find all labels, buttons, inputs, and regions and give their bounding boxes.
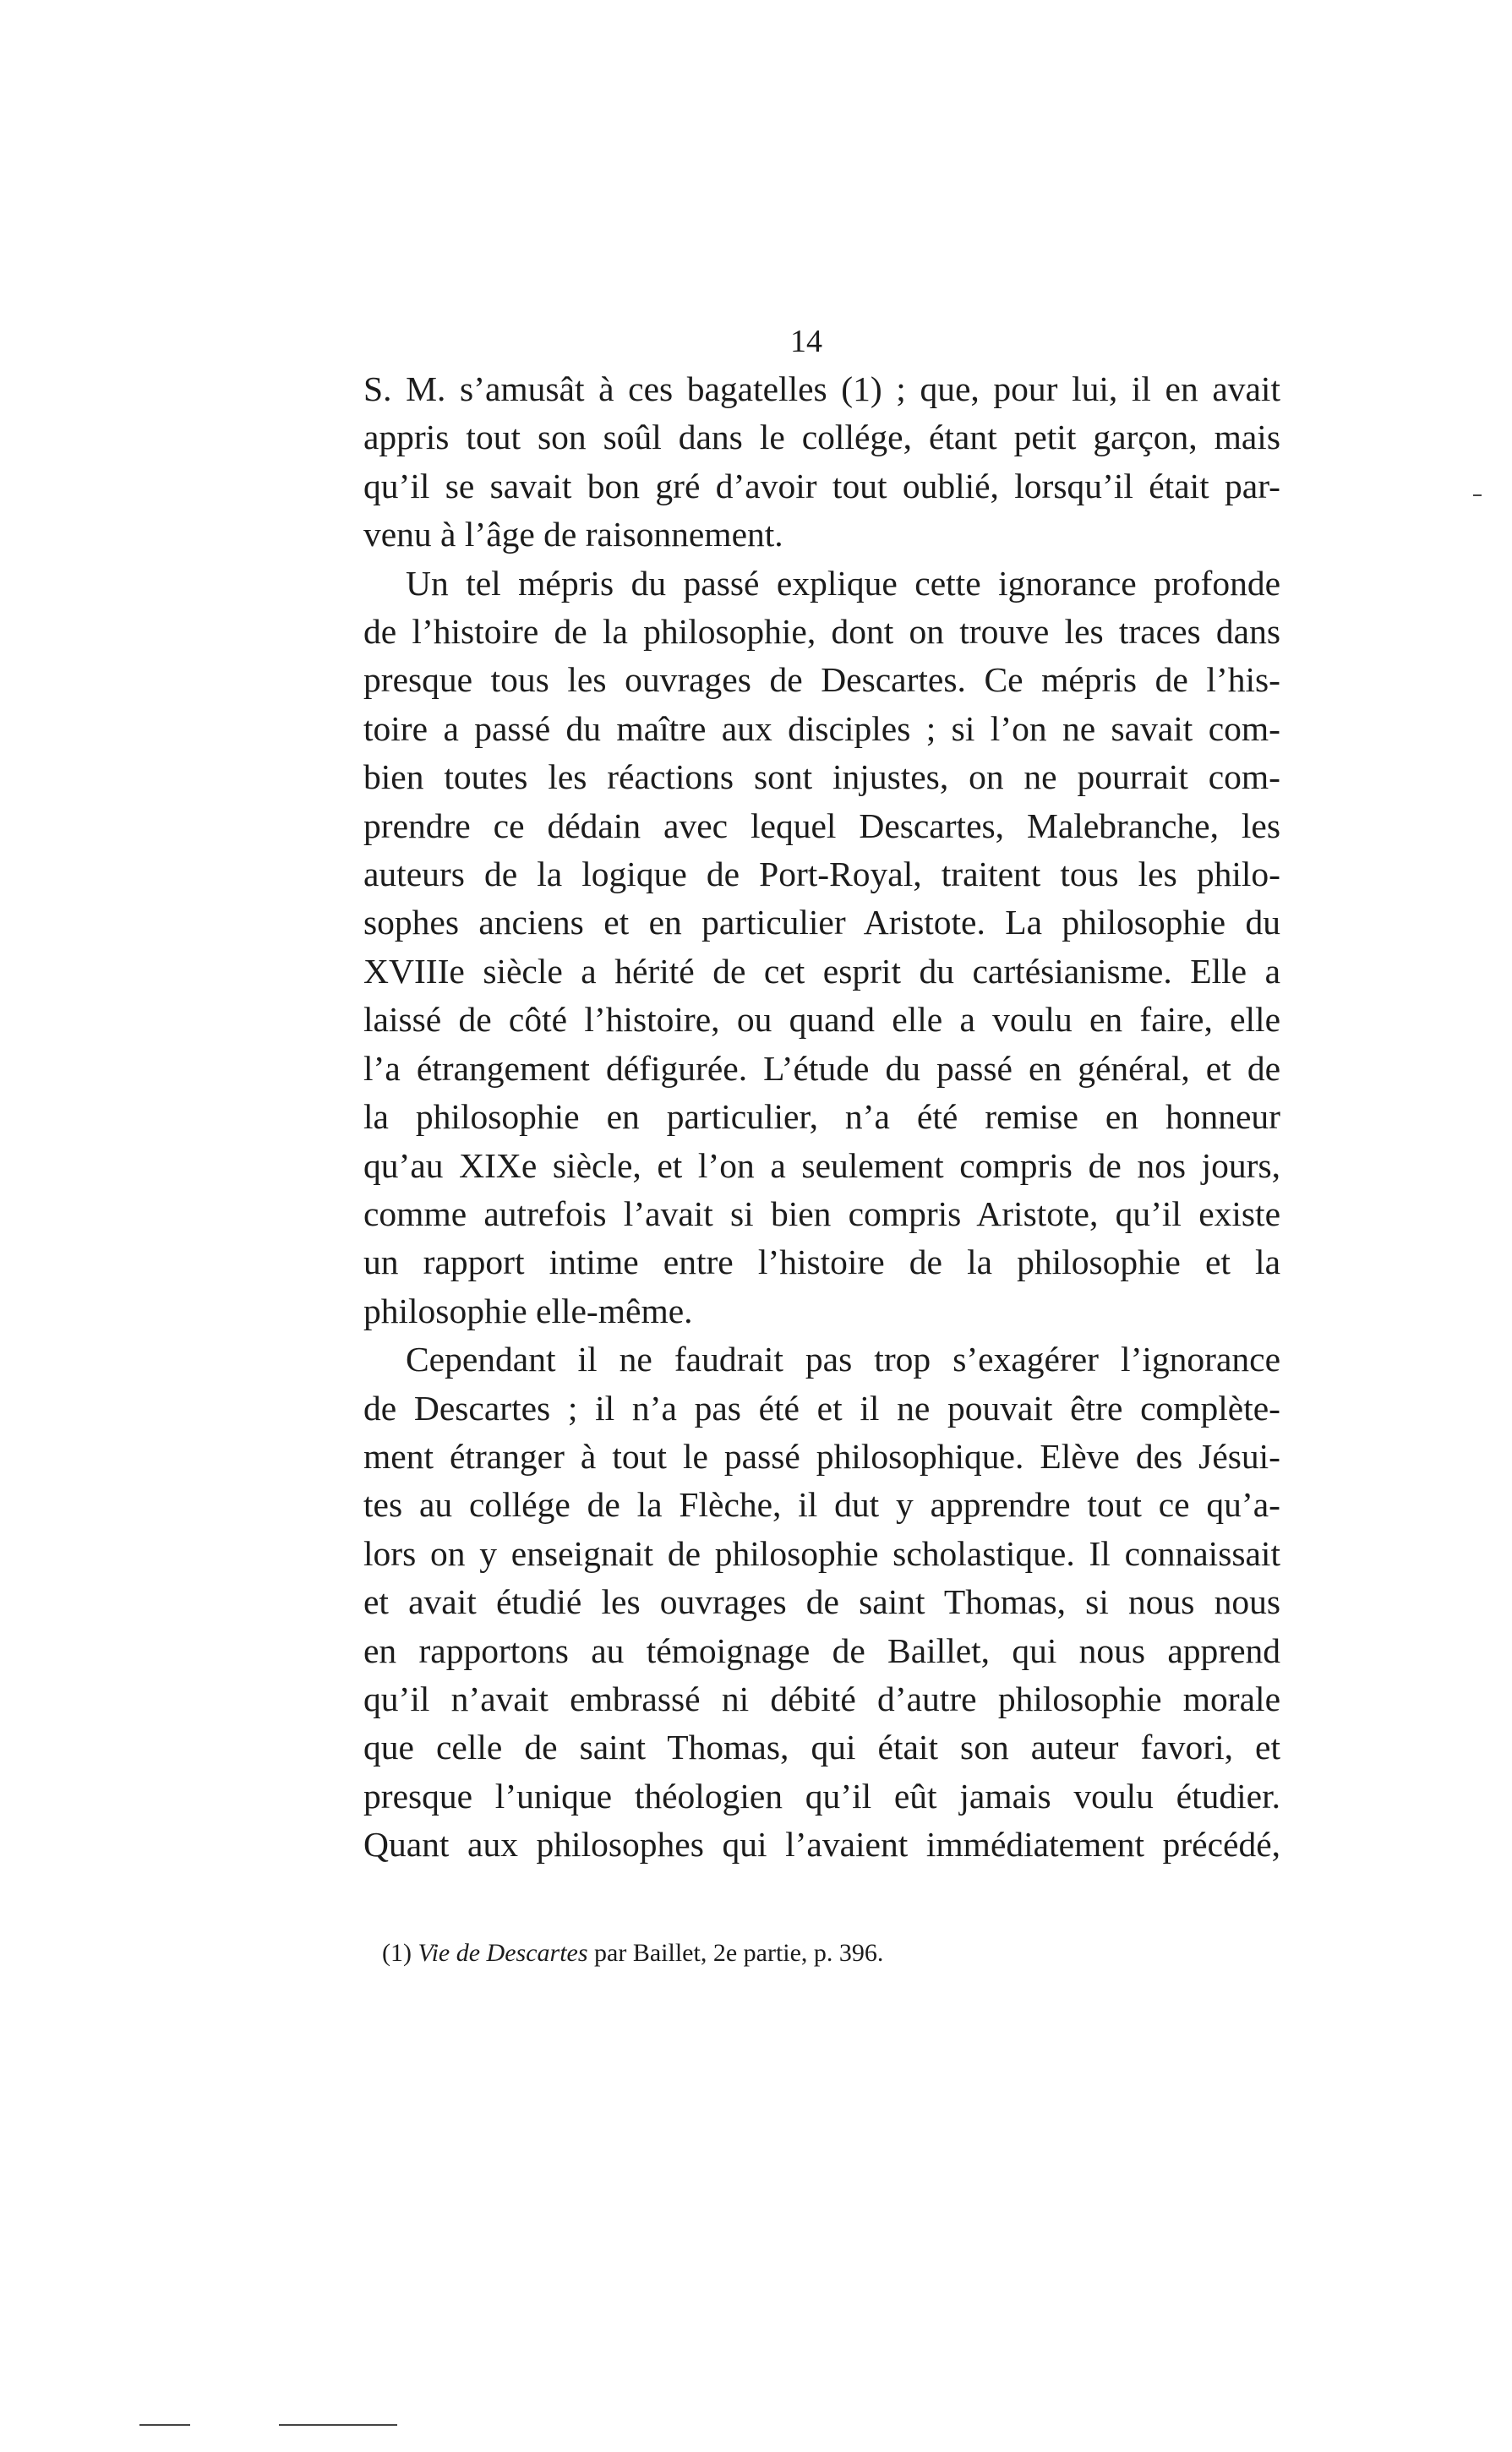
- text-line: qu’il n’avait embrassé ni débité d’autre philosophie morale: [363, 1679, 1280, 1718]
- text-line: lors on y enseignait de philosophie scholastique. Il connaissait: [363, 1533, 1280, 1573]
- page-number: 14: [790, 324, 822, 359]
- footnote: [382, 1941, 883, 1966]
- text-line: l’a étrangement défigurée. L’étude du passé en général, et de: [363, 1048, 1280, 1088]
- text-line: que celle de saint Thomas, qui était son auteur favori, et: [363, 1728, 1280, 1767]
- scan-artifact: [1473, 494, 1482, 496]
- text-line: philosophie elle-même.: [363, 1291, 693, 1330]
- text-line: tes au collége de la Flèche, il dut y apprendre tout ce qu’a-: [363, 1485, 1280, 1525]
- text-line: et avait étudié les ouvrages de saint Thomas, si nous nous: [363, 1582, 1280, 1622]
- text-line: presque tous les ouvrages de Descartes. Ce mépris de l’his-: [363, 660, 1280, 700]
- body-text: [363, 365, 1280, 1870]
- text-line: appris tout son soûl dans le collége, étant petit garçon, mais: [363, 418, 1280, 457]
- text-line: bien toutes les réactions sont injustes, on ne pourrait com-: [363, 757, 1280, 797]
- text-line: un rapport intime entre l’histoire de la philosophie et la: [363, 1242, 1280, 1282]
- text-line: laissé de côté l’histoire, ou quand elle a voulu en faire, elle: [363, 1000, 1280, 1040]
- text-line: la philosophie en particulier, n’a été remise en honneur: [363, 1097, 1280, 1137]
- footnote-reference: par Baillet, 2e partie, p. 396.: [594, 1939, 884, 1967]
- footnote-marker: (1): [382, 1939, 412, 1967]
- text-line: S. M. s’amusât à ces bagatelles (1) ; que, pour lui, il en avait: [363, 369, 1280, 408]
- text-line: venu à l’âge de raisonnement.: [363, 515, 783, 554]
- text-line: Un tel mépris du passé explique cette ignorance profonde: [406, 563, 1280, 603]
- text-line: auteurs de la logique de Port-Royal, traitent tous les philo-: [363, 855, 1280, 894]
- text-line: en rapportons au témoignage de Baillet, qui nous apprend: [363, 1630, 1280, 1670]
- text-line: comme autrefois l’avait si bien compris Aristote, qu’il existe: [363, 1193, 1280, 1233]
- text-line: prendre ce dédain avec lequel Descartes, Malebranche, les: [363, 806, 1280, 845]
- text-line: de l’histoire de la philosophie, dont on trouve les traces dans: [363, 612, 1280, 652]
- text-line: XVIIIe siècle a hérité de cet esprit du cartésianisme. Elle a: [363, 951, 1280, 991]
- text-line: sophes anciens et en particulier Aristote. La philosophie du: [363, 903, 1280, 942]
- text-line: Quant aux philosophes qui l’avaient immédiatement précédé,: [363, 1825, 1280, 1865]
- text-line: toire a passé du maître aux disciples ; si l’on ne savait com-: [363, 708, 1280, 748]
- scan-artifact: [279, 2424, 397, 2426]
- text-line: ment étranger à tout le passé philosophique. Elève des Jésui-: [363, 1436, 1280, 1476]
- text-line: qu’il se savait bon gré d’avoir tout oublié, lorsqu’il était par-: [363, 466, 1280, 505]
- text-line: qu’au XIXe siècle, et l’on a seulement compris de nos jours,: [363, 1145, 1280, 1185]
- text-line: de Descartes ; il n’a pas été et il ne pouvait être complète-: [363, 1388, 1280, 1428]
- footnote-title: Vie de Descartes: [418, 1939, 588, 1967]
- scan-artifact: [139, 2424, 190, 2426]
- text-line: presque l’unique théologien qu’il eût jamais voulu étudier.: [363, 1776, 1280, 1816]
- text-line: Cependant il ne faudrait pas trop s’exagérer l’ignorance: [406, 1340, 1280, 1379]
